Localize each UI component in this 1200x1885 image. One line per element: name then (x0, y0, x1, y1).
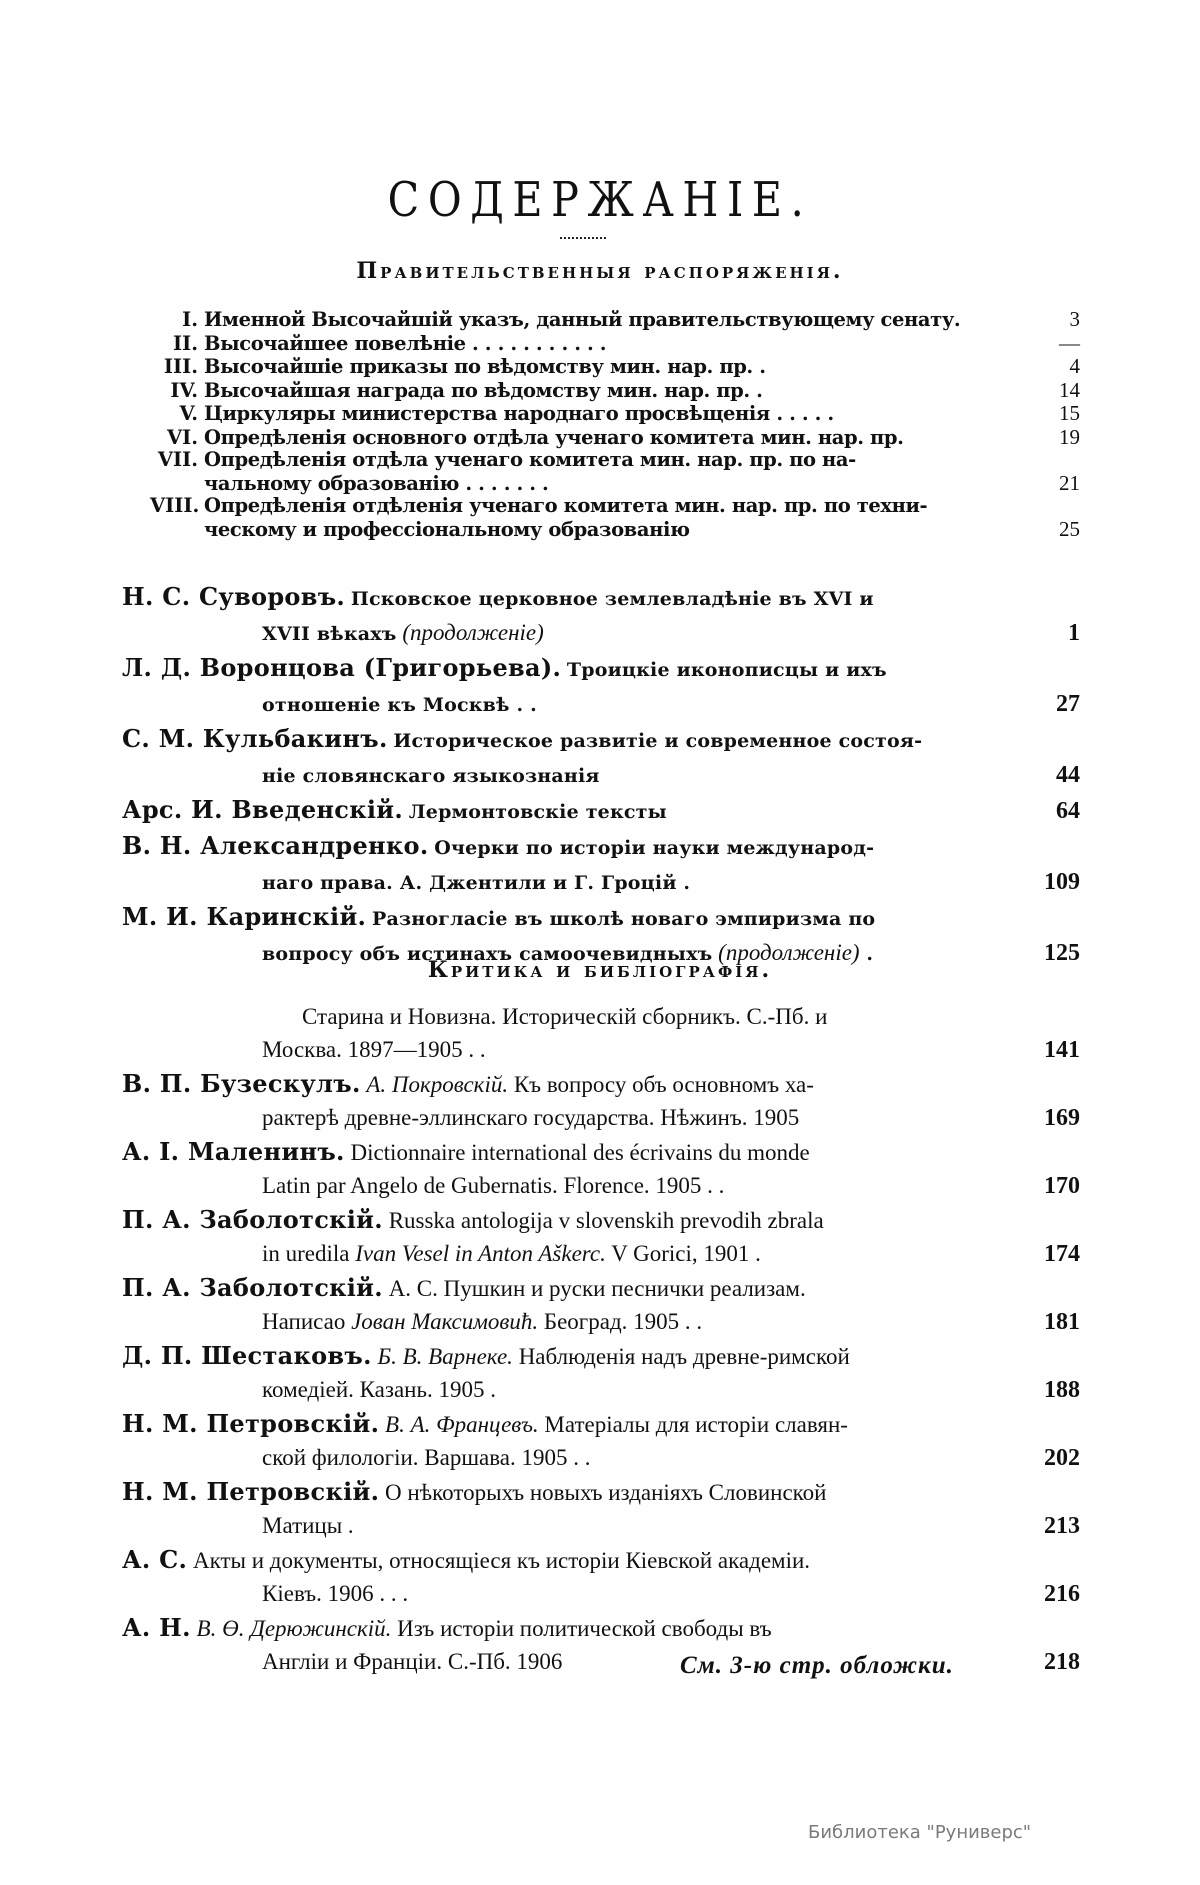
reviewer-name: Н. М. Петровскій. (122, 1477, 380, 1506)
toc-entry (122, 1135, 1080, 1203)
entry-title: Именной Высочайшій указъ, данный правительствующему сенату. (204, 308, 961, 331)
toc-entry (122, 580, 1080, 651)
entry-line-1 (122, 1407, 1080, 1441)
entry-text (122, 722, 1010, 758)
author-name: Арс. И. Введенскій. (122, 795, 404, 824)
toc-entry (122, 651, 1080, 722)
toc-row (150, 472, 1080, 496)
page-number: 64 (1056, 798, 1080, 824)
entry-text (122, 1101, 1010, 1134)
continuation-note: (продолженіе) (402, 620, 544, 645)
entry-text (122, 1237, 1010, 1270)
reviewed-title-cont: Ivan Vesel in Anton Aškerc. (355, 1241, 606, 1266)
article-title: Очерки по исторіи науки международ- (434, 837, 875, 859)
reviewed-title-cont: Latin par Angelo de Gubernatis. Florence. 1905 . . (262, 1173, 725, 1198)
reviewed-title-cont: Јован Максимовић. (351, 1309, 539, 1334)
reviewed-title-cont: Англіи и Франціи. С.-Пб. 1906 (262, 1649, 563, 1674)
reviewed-title-cont: Матицы . (262, 1513, 354, 1538)
toc-entry (122, 1339, 1080, 1407)
entry-text (122, 1067, 1010, 1101)
roman-numeral: I. (182, 308, 198, 331)
page-number: 169 (1044, 1105, 1080, 1131)
toc-entry (122, 722, 1080, 793)
page-number: 125 (1044, 940, 1080, 966)
entry-text (122, 1441, 1010, 1474)
page-number: 174 (1044, 1241, 1080, 1267)
entry-line-2 (122, 1577, 1080, 1611)
entry-text (122, 1543, 1010, 1577)
page-number: 216 (1044, 1581, 1080, 1607)
entry-line-1 (122, 1135, 1080, 1169)
toc-row (150, 379, 1080, 403)
entry-line-1 (122, 793, 1080, 829)
critique-list (122, 1000, 1080, 1679)
reviewer-name: П. А. Заболотскій. (122, 1205, 383, 1234)
roman-numeral: VIII. (150, 494, 200, 517)
entry-text (122, 1373, 1010, 1406)
reviewed-title: Матеріалы для исторіи славян- (544, 1412, 848, 1437)
reviewer-name: А. С. (122, 1545, 188, 1574)
entry-text (122, 687, 1010, 722)
entry-text (122, 580, 1010, 616)
entry-line-2 (122, 758, 1080, 793)
entry-text (122, 1000, 1010, 1033)
entry-text (122, 1339, 1010, 1373)
article-title-cont: отношеніе къ Москвѣ . . (262, 694, 537, 716)
author-name: С. М. Кульбакинъ. (122, 724, 388, 753)
entry-line-1 (122, 722, 1080, 758)
title-divider (560, 237, 606, 239)
reviewed-author: В. А. Францевъ. (385, 1412, 539, 1437)
entry-title: Высочайшее повелѣніе . . . . . . . . . . . (204, 331, 607, 355)
entry-text (122, 793, 1010, 829)
article-title-cont: XVII вѣкахъ (262, 623, 397, 645)
entry-text (122, 1407, 1010, 1441)
reviewed-title-cont: Написао (262, 1309, 352, 1334)
toc-entry (122, 1203, 1080, 1271)
roman-numeral: V. (179, 402, 198, 425)
entry-line-1 (122, 1339, 1080, 1373)
entry-text (122, 1509, 1010, 1542)
entry-line-1 (122, 900, 1080, 936)
page-number: 21 (1059, 470, 1080, 495)
reviewed-author: В. Ө. Дерюжинскій. (196, 1616, 392, 1641)
entry-title: ческому и профессіональному образованію (204, 517, 690, 541)
reviewed-title: Изъ исторіи политической свободы въ (397, 1616, 772, 1641)
toc-row (150, 355, 1080, 379)
section-heading-government: Правительственныя распоряженія. (356, 258, 844, 284)
entry-line-1 (122, 1203, 1080, 1237)
article-title: Разногласіе въ школѣ новаго эмпиризма по (371, 908, 876, 930)
entry-text (122, 651, 1010, 687)
page-number: 109 (1044, 869, 1080, 895)
section-heading-critique: Критика и библіографія. (427, 957, 773, 983)
entry-line-2 (122, 1101, 1080, 1135)
entry-line-1 (122, 1000, 1080, 1033)
reviewed-title-cont: Кіевъ. 1906 . . . (262, 1581, 409, 1606)
toc-row (150, 426, 1080, 450)
roman-numeral: VI. (166, 425, 198, 449)
toc-row (150, 332, 1080, 356)
entry-line-2 (122, 1441, 1080, 1475)
entry-text (122, 1475, 1010, 1509)
article-title-cont: ніе словянскаго языкознанія (262, 765, 600, 787)
page-number: 218 (1044, 1649, 1080, 1675)
toc-entry (122, 793, 1080, 829)
page-number: — (1059, 330, 1080, 355)
government-orders-list (150, 308, 1080, 541)
roman-numeral: II. (172, 331, 198, 355)
entry-line-2 (122, 1509, 1080, 1543)
author-name: М. И. Каринскій. (122, 902, 367, 931)
author-name: Н. С. Суворовъ. (122, 582, 346, 611)
entry-title: Опредѣленія основного отдѣла ученаго комитета мин. нар. пр. (204, 425, 904, 449)
reviewer-name: В. П. Бузескулъ. (122, 1069, 361, 1098)
entry-text (122, 616, 1010, 651)
toc-entry (122, 1000, 1080, 1067)
entry-title: Высочайшая награда по вѣдомству мин. нар. пр. . (204, 378, 763, 402)
entry-line-1 (122, 1611, 1080, 1645)
entry-text (122, 1611, 1010, 1645)
toc-entry (122, 1271, 1080, 1339)
reviewed-title: Russka antologija v slovenskih prevodih zbrala (388, 1208, 824, 1233)
page-number: 14 (1059, 377, 1080, 402)
reviewed-title: Старина и Новизна. Историческій сборникъ. С.-Пб. и (302, 1004, 828, 1029)
toc-row (150, 518, 1080, 542)
continuation-note: (продолженіе) (718, 940, 860, 965)
page-number: 202 (1044, 1445, 1080, 1471)
roman-numeral: IV. (170, 378, 198, 402)
page-number: 188 (1044, 1377, 1080, 1403)
entry-title: Опредѣленія отдѣла ученаго комитета мин. нар. пр. по на- (204, 448, 856, 471)
entry-line-1 (122, 1475, 1080, 1509)
reviewed-title: А. С. Пушкин и руски песнички реализам. (388, 1276, 806, 1301)
entry-title: Циркуляры министерства народнаго просвѣщенія . . . . . (204, 402, 834, 425)
reviewed-title-cont: рактерѣ древне-эллинскаго государства. Нѣжинъ. 1905 (262, 1105, 800, 1130)
reviewed-title-cont: комедіей. Казань. 1905 . (262, 1377, 496, 1402)
entry-text (122, 900, 1010, 936)
toc-entry (122, 1407, 1080, 1475)
toc-row (150, 308, 1080, 332)
reviewed-title-cont: ской филологіи. Варшава. 1905 . . (262, 1445, 591, 1470)
page-number: 141 (1044, 1037, 1080, 1063)
trailing-dot: . (859, 943, 874, 965)
entry-line-1 (122, 1271, 1080, 1305)
entry-text (122, 758, 1010, 793)
reviewed-title: Къ вопросу объ основномъ ха- (513, 1072, 814, 1097)
toc-entry (122, 1475, 1080, 1543)
entry-title: Высочайшіе приказы по вѣдомству мин. нар. пр. . (204, 355, 766, 378)
reviewed-title: Dictionnaire international des écrivains du monde (350, 1140, 810, 1165)
entry-text (122, 1203, 1010, 1237)
entry-line-2 (122, 1373, 1080, 1407)
reviewer-name: П. А. Заболотскій. (122, 1273, 383, 1302)
entry-line-2 (122, 1169, 1080, 1203)
entry-title: Опредѣленія отдѣленія ученаго комитета мин. нар. пр. по техни- (204, 494, 928, 517)
entry-line-1 (122, 651, 1080, 687)
page-number: 170 (1044, 1173, 1080, 1199)
entry-line-1 (122, 1543, 1080, 1577)
toc-entry (122, 829, 1080, 900)
entry-line-1 (122, 1067, 1080, 1101)
entry-line-1 (122, 580, 1080, 616)
entry-line-2 (122, 865, 1080, 900)
page-number: 213 (1044, 1513, 1080, 1539)
entry-line-2 (122, 1033, 1080, 1067)
article-title-cont: наго права. А. Джентили и Г. Гроцій . (262, 872, 691, 894)
reviewed-title-cont: Београд. 1905 . . (538, 1309, 703, 1334)
article-title: Псковское церковное землевладѣніе въ XVI и (350, 588, 874, 610)
entry-line-2 (122, 1305, 1080, 1339)
reviewed-author: Б. В. Варнеке. (377, 1344, 513, 1369)
page-number: 4 (1069, 354, 1080, 378)
reviewed-title-cont: V Gorici, 1901 . (605, 1241, 761, 1266)
author-name: В. Н. Александренко. (122, 831, 429, 860)
roman-numeral: III. (163, 355, 198, 378)
reviewed-author: А. Покровскій. (366, 1072, 509, 1097)
entry-text (122, 829, 1010, 865)
page-number: 3 (1069, 307, 1080, 331)
toc-row (150, 402, 1080, 426)
reviewer-name: Н. М. Петровскій. (122, 1409, 380, 1438)
author-name: Л. Д. Воронцова (Григорьева). (122, 653, 562, 682)
entry-text (122, 1135, 1010, 1169)
reviewed-title: Наблюденія надъ древне-римской (518, 1344, 850, 1369)
entry-text (122, 865, 1010, 900)
page-title: СОДЕРЖАНІЕ. (387, 172, 813, 228)
page-number: 25 (1059, 516, 1080, 541)
entry-text (122, 1271, 1010, 1305)
page-number: 181 (1044, 1309, 1080, 1335)
toc-entry (122, 1067, 1080, 1135)
article-title: Историческое развитіе и современное состоя- (393, 730, 923, 752)
library-watermark: Библиотека "Руниверс" (808, 1822, 1032, 1843)
reviewer-name: Д. П. Шестаковъ. (122, 1341, 372, 1370)
reviewed-title: О нѣкоторыхъ новыхъ изданіяхъ Словинской (385, 1480, 827, 1505)
page-number: 27 (1056, 691, 1080, 717)
page-number: 15 (1059, 401, 1080, 425)
page-number: 44 (1056, 762, 1080, 788)
entry-line-2 (122, 616, 1080, 651)
article-title: Троицкіе иконописцы и ихъ (566, 659, 887, 681)
entry-text (122, 1577, 1010, 1610)
entry-line-2 (122, 687, 1080, 722)
see-cover-note: См. 3-ю стр. обложки. (680, 1652, 954, 1679)
page-number: 1 (1068, 620, 1080, 646)
toc-entry (122, 1543, 1080, 1611)
page-number: 19 (1059, 424, 1080, 449)
entry-text (122, 1305, 1010, 1338)
entry-title: чальному образованію . . . . . . . (204, 471, 549, 495)
reviewer-name: А. Н. (122, 1613, 191, 1642)
entry-text (122, 1033, 1010, 1066)
entry-text (122, 1169, 1010, 1202)
article-title-cont: вопросу объ истинахъ самоочевидныхъ (262, 943, 713, 965)
toc-row (150, 495, 1080, 518)
toc-row (150, 449, 1080, 472)
entry-line-1 (122, 829, 1080, 865)
reviewed-title-cont: Москва. 1897—1905 . . (262, 1037, 486, 1062)
article-title: Лермонтовскіе тексты (408, 801, 667, 823)
reviewed-title-cont: in uredila (262, 1241, 356, 1266)
articles-list (122, 580, 1080, 971)
reviewer-name: А. I. Маленинъ. (122, 1137, 345, 1166)
entry-line-2 (122, 1237, 1080, 1271)
roman-numeral: VII. (157, 448, 198, 471)
reviewed-title: Акты и документы, относящіеся къ исторіи Кіевской академіи. (192, 1548, 811, 1573)
